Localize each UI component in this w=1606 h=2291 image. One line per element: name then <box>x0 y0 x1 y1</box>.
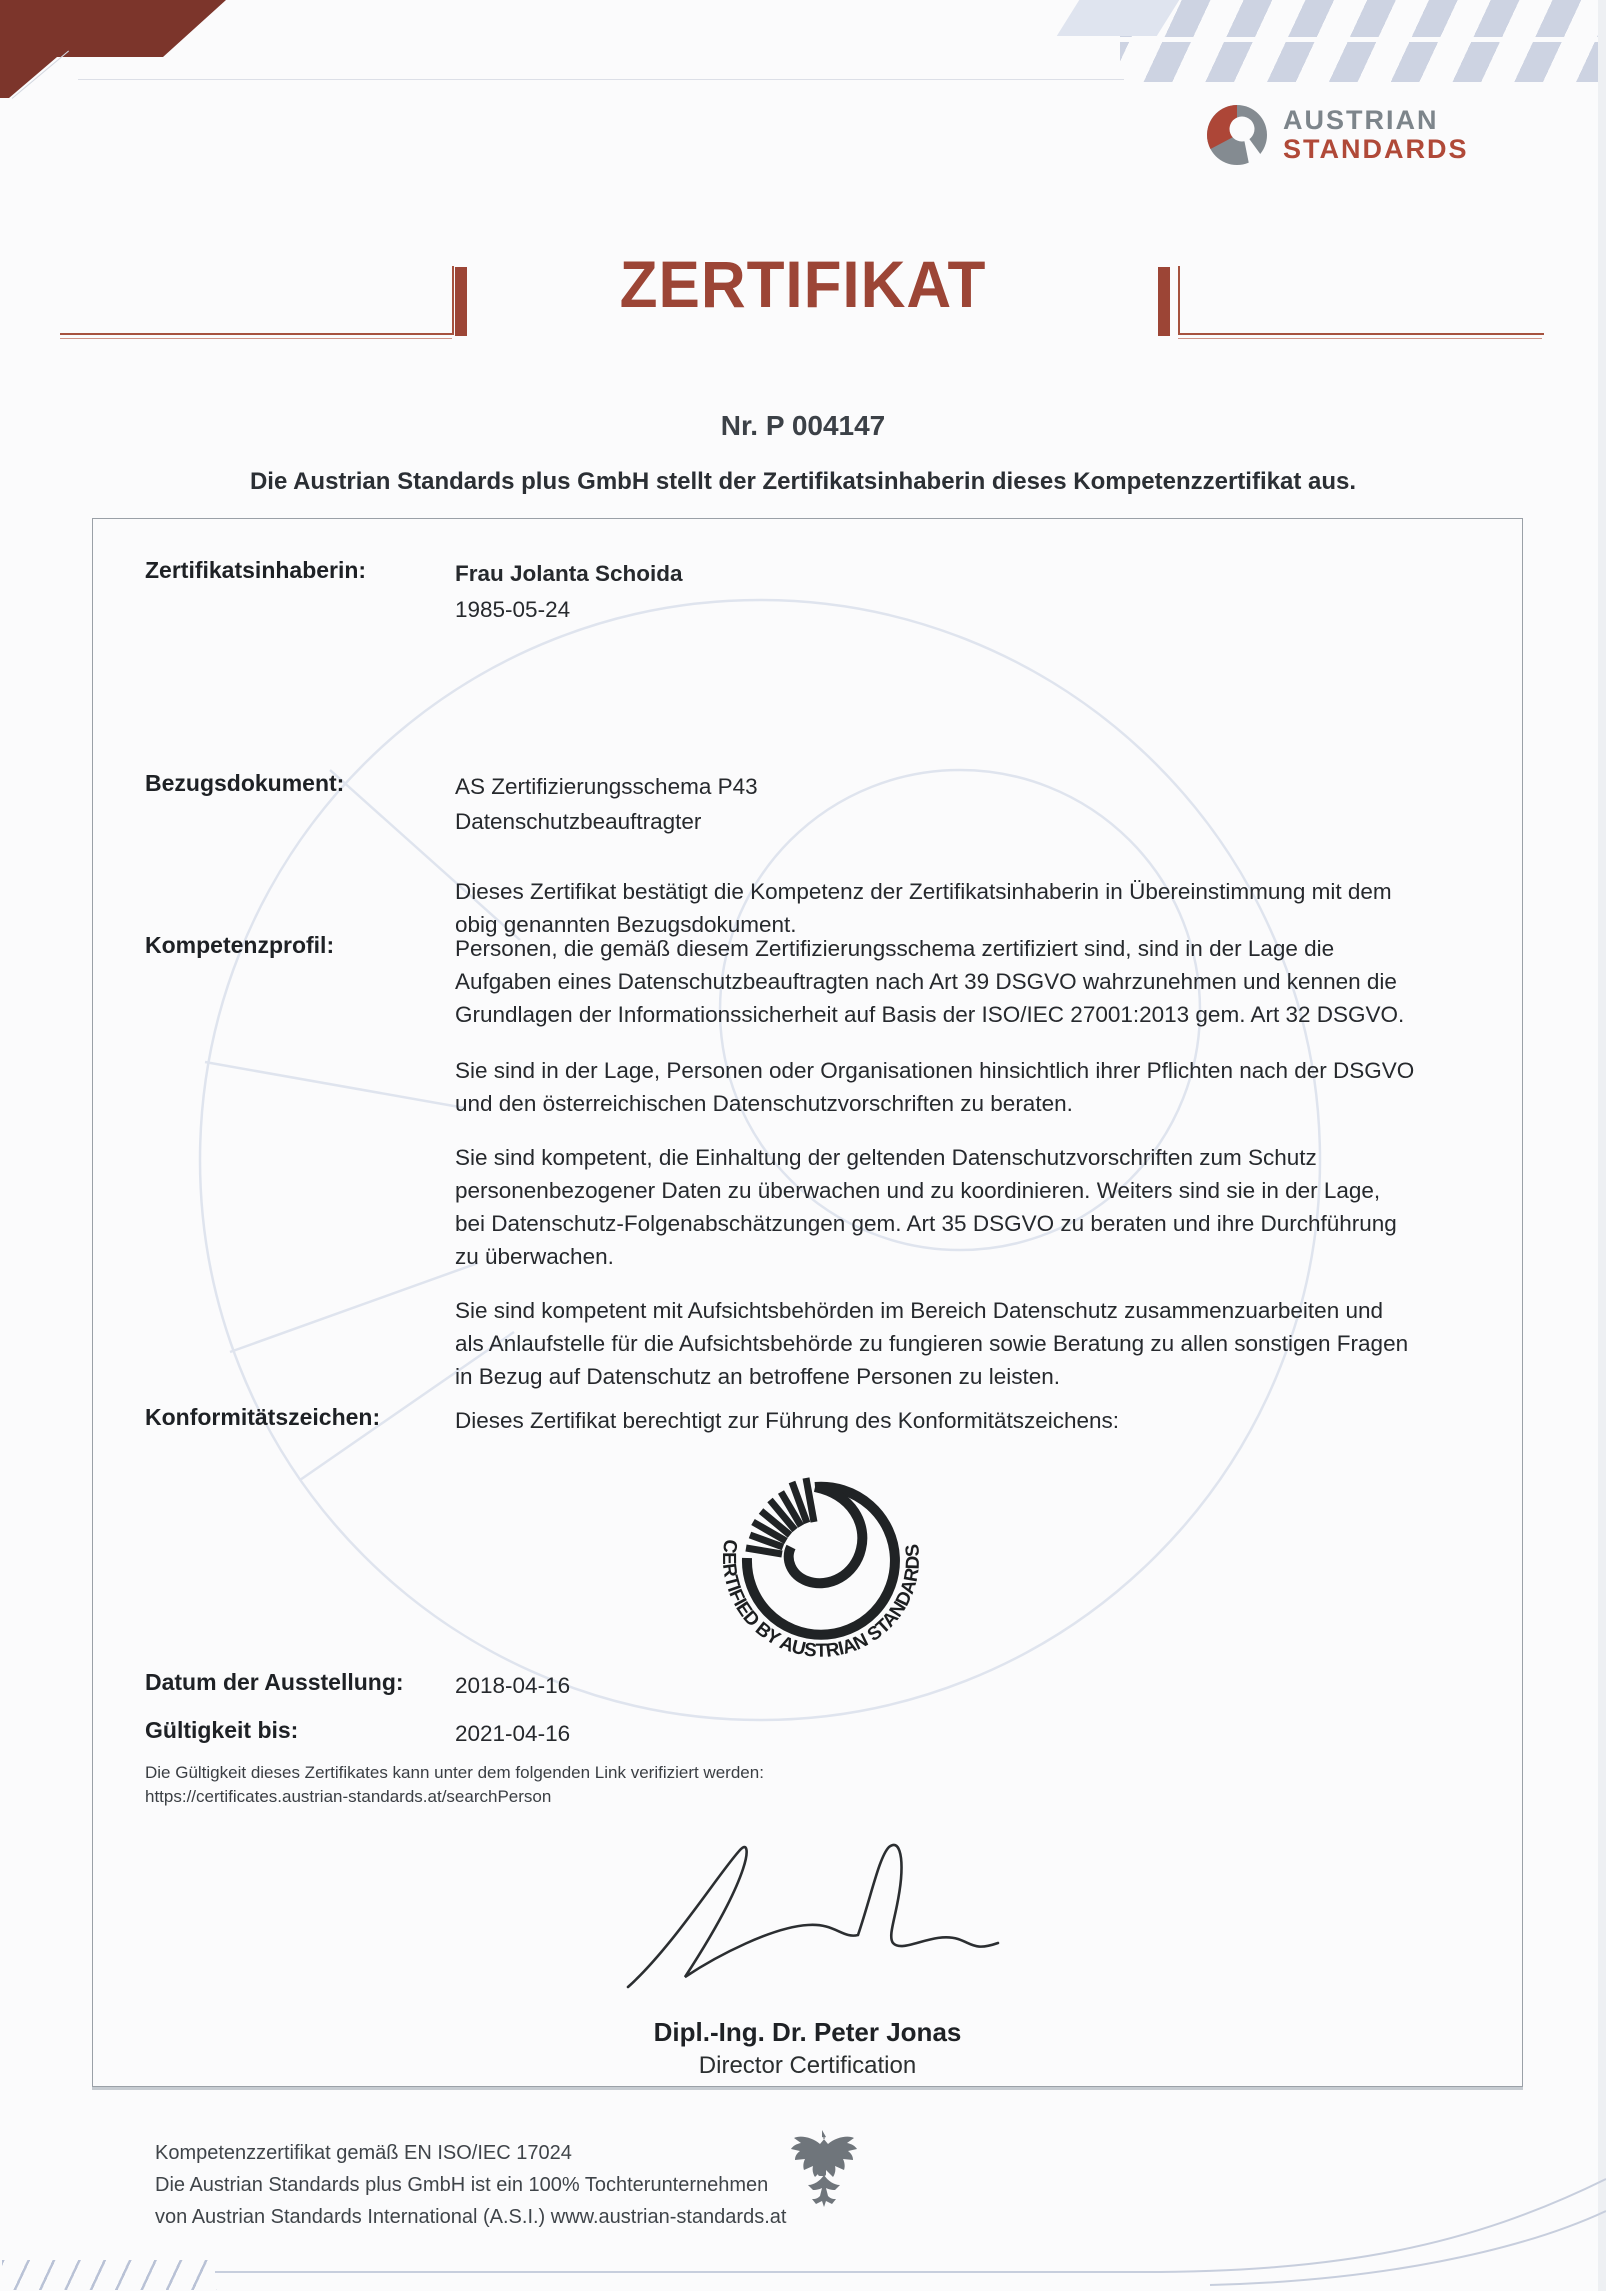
signatory-title: Director Certification <box>698 2052 917 2079</box>
brand-word-standards: STANDARDS <box>1283 134 1469 164</box>
reference-document-line2: Datenschutzbeauftragter <box>455 809 702 834</box>
stripes-gap <box>1112 37 1606 42</box>
issue-date-label: Datum der Ausstellung: <box>145 1669 404 1695</box>
scan-edge <box>1598 0 1606 2291</box>
competence-paragraph-2: Sie sind in der Lage, Personen oder Organisationen hinsichtlich ihrer Pflichten nach der DSGVO und den österreichischen Datenschutzvorschriften zu beraten. <box>455 1058 1415 1116</box>
certified-by-austrian-standards-seal <box>701 1437 941 1677</box>
reference-confirmation-text: Dieses Zertifikat bestätigt die Kompetenz der Zertifikatsinhaberin in Übereinstimmung mit dem obig genannten Bezugsdokument. <box>455 879 1392 937</box>
title-left-rule-2 <box>60 338 452 339</box>
title-right-rule-2 <box>1178 338 1542 339</box>
footer-line-3: von Austrian Standards International (A.S.I.) www.austrian-standards.at <box>155 2206 787 2228</box>
header-rule-line <box>78 79 1124 80</box>
holder-name: Frau Jolanta Schoida <box>455 561 683 586</box>
page-title: ZERTIFIKAT <box>619 247 987 321</box>
brand-word-austrian: AUSTRIAN <box>1283 105 1439 135</box>
competence-paragraph-3: Sie sind kompetent, die Einhaltung der geltenden Datenschutzvorschriften zum Schutz personenbezogener Daten zu überwachen und zu koordinieren. Weiters sind sie in der Lage, bei Datenschutz-Folgenabschätzungen gem. Art 35 DSGVO zu beraten und ihre Durchführung zu überwachen. <box>455 1145 1397 1269</box>
conformity-mark-text: Dieses Zertifikat berechtigt zur Führung des Konformitätszeichens: <box>455 1408 1120 1433</box>
valid-until-label: Gültigkeit bis: <box>145 1717 299 1743</box>
holder-birthdate: 1985-05-24 <box>455 597 571 622</box>
seal-stripe-rays <box>746 1478 814 1554</box>
reference-document-label: Bezugsdokument: <box>145 770 345 796</box>
conformity-mark-label: Konformitätszeichen: <box>145 1404 381 1430</box>
holder-label: Zertifikatsinhaberin: <box>145 557 367 583</box>
certificate-number: Nr. P 004147 <box>720 410 886 441</box>
signatory-name: Dipl.-Ing. Dr. Peter Jonas <box>653 2017 962 2047</box>
austrian-standards-logo-icon <box>1205 103 1269 167</box>
title-right-rule <box>1178 266 1544 335</box>
footer-line-1: Kompetenzzertifikat gemäß EN ISO/IEC 17024 <box>155 2142 572 2164</box>
footer-line-2: Die Austrian Standards plus GmbH ist ein 100% Tochterunternehmen <box>155 2174 769 2196</box>
bottom-swoosh-lines <box>0 2171 1606 2291</box>
reference-document-line1: AS Zertifizierungsschema P43 <box>455 774 758 799</box>
competence-profile-label: Kompetenzprofil: <box>145 932 335 958</box>
verification-link: https://certificates.austrian-standards.at/searchPerson <box>145 1787 552 1806</box>
seal-circular-text: CERTIFIED BY AUSTRIAN STANDARDS <box>717 1538 925 1662</box>
competence-paragraph-1: Personen, die gemäß diesem Zertifizierungsschema zertifiziert sind, sind in der Lage die Aufgaben eines Datenschutzbeauftragten nach Art 39 DSGVO wahrzunehmen und kennen die Grundlagen der Informationssicherheit auf Basis der ISO/IEC 27001:2013 gem. Art 32 DSGVO. <box>455 936 1405 1027</box>
verification-note: Die Gültigkeit dieses Zertifikates kann unter dem folgenden Link verifiziert werden: <box>145 1763 764 1782</box>
title-right-bar <box>1158 267 1170 336</box>
handwritten-signature <box>603 1827 1023 2012</box>
issue-date-value: 2018-04-16 <box>455 1673 571 1698</box>
austrian-standards-logo <box>1205 103 1469 167</box>
certificate-body-box <box>92 518 1523 2087</box>
competence-paragraph-4: Sie sind kompetent mit Aufsichtsbehörden im Bereich Datenschutz zusammenzuarbeiten und als Anlaufstelle für die Aufsichtsbehörde zu fungieren sowie Beratung zu allen sonstigen Fragen in Bezug auf Datenschutz an betroffene Personen zu leisten. <box>455 1298 1409 1389</box>
intro-statement: Die Austrian Standards plus GmbH stellt der Zertifikatsinhaberin dieses Kompetenzzertifikat aus. <box>249 468 1357 495</box>
valid-until-value: 2021-04-16 <box>455 1721 571 1746</box>
